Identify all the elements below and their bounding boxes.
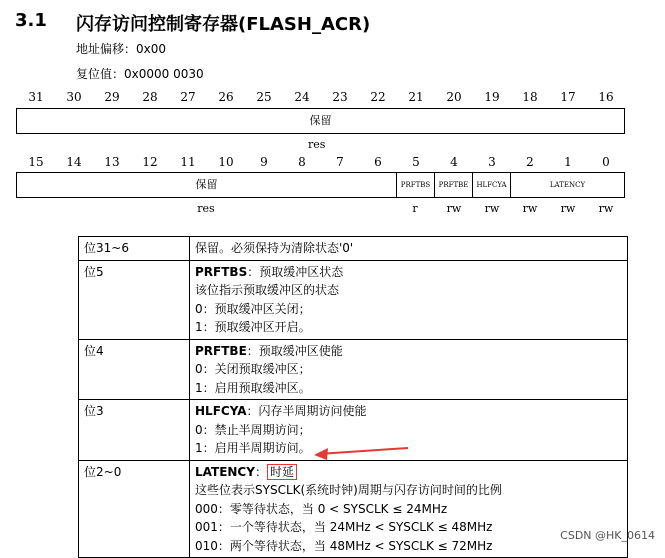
field-name: HLFCYA (195, 404, 247, 418)
field-title: ：预取缓冲区状态 (247, 264, 344, 279)
field-title: ： (254, 464, 267, 479)
desc-line: 保留。必须保持为清除状态'0' (195, 241, 354, 255)
bit-number: 4 (450, 155, 458, 169)
bit-number: 26 (218, 90, 234, 104)
bit-number: 15 (28, 155, 44, 169)
bit-number: 2 (526, 155, 534, 169)
bit-number: 29 (104, 90, 120, 104)
bit-number: 7 (336, 155, 344, 169)
bit-number: 23 (332, 90, 348, 104)
bit-cell: 位4 (79, 339, 190, 400)
bit-number: 21 (408, 90, 424, 104)
field-name: PRFTBE (195, 343, 247, 358)
bit-number: 11 (180, 155, 196, 169)
bit-cell: 位31~6 (79, 237, 190, 261)
desc-line: 0：关闭预取缓冲区； (195, 362, 311, 376)
bit-cell: 位3 (79, 400, 190, 461)
desc-line: 010：两个等待状态，当 48MHz < SYSCLK ≤ 72MHz (195, 538, 493, 553)
bit-number: 6 (374, 155, 382, 169)
hlfcya-field: HLFCYA (473, 173, 511, 197)
desc-line: 1：启用预取缓冲区。 (195, 380, 311, 395)
reset-value: 复位值：0x0000 0030 (76, 67, 204, 81)
bit-number: 18 (522, 90, 538, 104)
field-title: ：闪存半周期访问使能 (246, 404, 367, 418)
bit-number: 20 (446, 90, 462, 104)
bit-number: 25 (256, 90, 272, 104)
bit-cell: 位5 (79, 260, 190, 339)
highlighted-annotation: 时延 (267, 464, 297, 480)
reserved-field-lower: 保留 (17, 173, 397, 197)
desc-line: 该位指示预取缓冲区的状态 (195, 283, 340, 297)
bit-number: 8 (298, 155, 306, 169)
access-label: res (197, 202, 215, 215)
field-name: PRFTBS (195, 264, 248, 279)
bit-number: 0 (602, 155, 610, 169)
bit-number: 28 (142, 90, 158, 104)
desc-line: 这些位表示SYSCLK(系统时钟)周期与闪存访问时间的比例 (195, 483, 502, 497)
access-label: rw (598, 202, 614, 215)
bit-number: 30 (66, 90, 82, 104)
bit-number: 5 (412, 155, 420, 169)
bit-number: 17 (560, 90, 576, 104)
watermark: CSDN @HK_0614 (560, 529, 655, 542)
prftbs-field: PRFTBS (397, 173, 435, 197)
desc-line: 000：零等待状态，当 0 < SYSCLK ≤ 24MHz (195, 501, 448, 516)
desc-line: 0：预取缓冲区关闭； (195, 301, 311, 316)
bit-cell: 位2~0 (79, 460, 190, 558)
reserved-field-upper: 保留 (309, 114, 332, 127)
section-number: 3.1 (15, 10, 47, 31)
address-offset: 地址偏移：0x00 (76, 42, 167, 56)
upper-access-label: res (308, 138, 326, 151)
access-label: rw (560, 202, 576, 215)
bit-number: 14 (66, 155, 82, 169)
bit-number: 22 (370, 90, 386, 104)
bit-number: 27 (180, 90, 196, 104)
bit-number: 24 (294, 90, 310, 104)
access-label: rw (446, 202, 462, 215)
bit-number: 19 (484, 90, 500, 104)
desc-line: 0：禁止半周期访问； (195, 422, 311, 437)
bit-number: 9 (260, 155, 268, 169)
field-title: ：预取缓冲区使能 (246, 343, 343, 358)
desc-line: 1：预取缓冲区开启。 (195, 320, 311, 334)
access-label: rw (522, 202, 538, 215)
bit-number: 3 (488, 155, 496, 169)
access-label: rw (484, 202, 500, 215)
desc-line: 001：一个等待状态，当 24MHz < SYSCLK ≤ 48MHz (195, 520, 493, 534)
bit-number: 13 (104, 155, 120, 169)
section-title: 闪存访问控制寄存器(FLASH_ACR) (76, 14, 371, 35)
field-name: LATENCY (195, 464, 255, 479)
bit-number: 16 (598, 90, 614, 104)
bit-number: 1 (564, 155, 572, 169)
access-label: r (412, 202, 418, 215)
latency-field: LATENCY (549, 181, 586, 189)
bit-number: 10 (218, 155, 234, 169)
prftbe-field: PRFTBE (435, 173, 473, 197)
bit-number: 12 (142, 155, 158, 169)
bit-number: 31 (28, 90, 44, 104)
desc-line: 1：启用半周期访问。 (195, 441, 311, 455)
